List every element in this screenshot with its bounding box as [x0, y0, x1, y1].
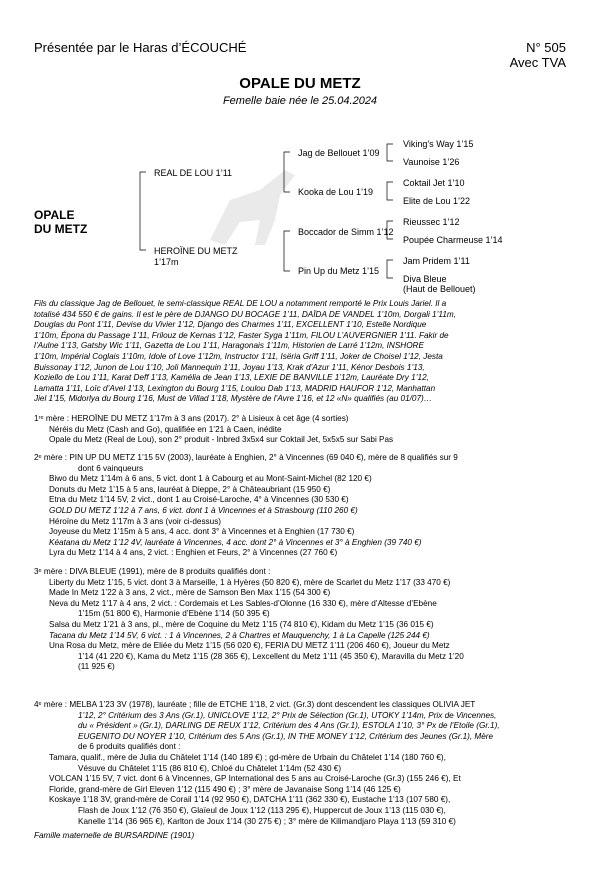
- horse-name-line1: OPALE: [34, 208, 75, 222]
- second-dam-section: [34, 453, 566, 559]
- dam-record: 1’17m: [154, 257, 179, 267]
- dam-heading: 4ᵉ mère : MELBA 1’23 3V (1978), lauréate ; fille de ETCHE 1’18, 2 vict. (Gr.3) dont descendent les classiques OLIVIA JET: [34, 700, 476, 709]
- produce-line: Lyra du Metz 1’14 à 4 ans, 2 vict. : Enghien et Feurs, 2° à Vincennes (27 760 €): [49, 548, 338, 558]
- produce-line: Salsa du Metz 1’21 à 3 ans, pl., mère de Coquine du Metz 1’15 (74 810 €), Kidam du Metz 1’15 (36 015 €): [49, 619, 434, 629]
- produce-line: Néréis du Metz (Cash and Go), qualifiée en 1’21 à Caen, inédite: [49, 424, 282, 434]
- produce-line: VOLCAN 1’15 5V, 7 vict. dont 6 à Vincennes, GP International des 5 ans au Croisé-Laroche (Gr.3) (155 246 €), Et: [49, 774, 461, 784]
- maternal-family: Famille maternelle de BURSARDINE (1901): [34, 831, 195, 840]
- presenter-line: Présentée par le Haras d’ÉCOUCHÉ: [34, 40, 247, 55]
- ggp-6: Poupée Charmeuse 1’14: [403, 235, 503, 245]
- dam-heading: 3ᵉ mère : DIVA BLEUE (1991), mère de 8 produits qualifiés dont :: [34, 567, 271, 576]
- first-dam-section: [34, 414, 566, 446]
- horse-name-line2: DU METZ: [34, 222, 88, 236]
- dam-dam: Pin Up du Metz 1’15: [298, 266, 380, 276]
- produce-line: Opale du Metz (Real de Lou), son 2° produit - Inbred 3x5x4 sur Coktail Jet, 5x5x5 sur Sabi Pas: [49, 435, 394, 445]
- intro-line: 1’10m, Épona du Passage 1’11, Frilouz de Kernas 1’12, Faster Syga 1’11m, FILOU L’AUVERGNIER 1’11. Fakir de: [34, 330, 449, 340]
- ggp-5: Rieussec 1’12: [403, 217, 460, 227]
- produce-line: Biwo du Metz 1’14m à 6 ans, 5 vict. dont 1 à Cabourg et au Mont-Saint-Michel (82 120 €): [49, 474, 372, 484]
- vat-label: Avec TVA: [509, 55, 566, 70]
- produce-line: Donuts du Metz 1’15 à 5 ans, lauréat à Dieppe, 2° à Châteaubriant (15 950 €): [49, 484, 331, 494]
- ggp-7: Jam Pridem 1’11: [403, 256, 470, 266]
- intro-line: Fils du classique Jag de Bellouet, le semi-classique REAL DE LOU a notamment remporté le Prix Louis Jariel. Il a: [34, 299, 447, 308]
- third-dam-section: [34, 567, 566, 673]
- sire-dam: Kooka de Lou 1’19: [298, 187, 374, 197]
- ggp-2: Vaunoise 1’26: [403, 157, 460, 167]
- intro-line: Lamatta 1’11, Loïc d’Avel 1’13, Lexington du Bourg 1’15, Loulou Dab 1’13, MADRID HAUFOR 1’12, Manhattan: [34, 383, 436, 393]
- dam-sire: Boccador de Simm 1’12: [298, 227, 394, 237]
- horse-title: OPALE DU METZ: [239, 75, 361, 92]
- ggp-1: Viking’s Way 1’15: [403, 139, 474, 149]
- produce-line: Liberty du Metz 1’15, 5 vict. dont 3 à Marseille, 1 à Hyères (50 820 €), mère de Scarlet du Metz 1’17 (33 470 €): [49, 577, 451, 587]
- intro-line: totalisé 434 550 € de gains. Il est le père de DJANGO DU BOCAGE 1’11, DAÏDA DE VANDEL 1’10m, Dorgali 1’11m,: [34, 309, 457, 319]
- sire-description: [34, 299, 566, 405]
- produce-line-cont: (11 925 €): [78, 662, 115, 672]
- intro-line: l’Aulne 1’13, Gatsby Wic 1’11, Gazetta de Lou 1’11, Haragonais 1’11m, Historien de Larré 1’12m, INSHORE: [34, 341, 424, 351]
- intro-line: Koziello de Lou 1’11, Karat Deff 1’13, Kamélia de Jean 1’13, LEXIE DE BANVILLE 1’12m, Lauréate Dry 1’12,: [34, 373, 429, 383]
- produce-line-cont: 1’15m (51 800 €), Harmonie d’Ebène 1’14 (50 395 €): [78, 609, 270, 619]
- dam-heading: 1ʳᵉ mère : HEROÏNE DU METZ 1’17m à 3 ans (2017). 2° à Lisieux à cet âge (4 sorties): [34, 414, 349, 423]
- produce-line-cont: Vésuve du Châtelet 1’15 (86 810 €), Chloé du Châtelet 1’14m (52 430 €): [78, 763, 342, 773]
- produce-line: Héroïne du Metz 1’17m à 3 ans (voir ci-dessus): [49, 516, 222, 526]
- dam-heading-cont: 1’12, 2° Critérium des 3 Ans (Gr.1), UNICLOVE 1’12, 2° Prix de Sélection (Gr.1), UTOKY 1’14m, Prix de Vincennes,: [78, 710, 497, 720]
- produce-line: GOLD DU METZ 1’12 à 7 ans, 6 vict. dont 1 à Vincennes et à Strasbourg (110 260 €): [49, 505, 358, 515]
- produce-line: Tamara, qualif., mère de Julia du Châtelet 1’14 (140 189 €) ; gd-mère de Urbain du Châtelet 1’14 (180 760 €),: [49, 752, 446, 762]
- produce-line: Joyeuse du Metz 1’15m à 5 ans, 4 acc. dont 3° à Vincennes et à Enghien (17 730 €): [49, 527, 355, 537]
- produce-line: Una Rosa du Metz, mère de Eliée du Metz 1’15 (56 020 €), FERIA DU METZ 1’11 (206 460 €), Joueur du Metz: [49, 641, 450, 651]
- produce-line: Made In Metz 1’22 à 3 ans, 2 vict., mère de Samson Ben Max 1’15 (54 300 €): [49, 588, 331, 598]
- dam-heading-cont: dont 6 vainqueurs: [78, 463, 144, 473]
- produce-line: Etna du Metz 1’14 5V, 2 vict., dont 1 au Croisé-Laroche, 4° à Vincennes (30 530 €): [49, 495, 349, 505]
- dam-heading-cont: EUGENITO DU NOYER 1’10, Critérium des 5 Ans (Gr.1), IN THE MONEY 1’12, Critérium des Jeunes (Gr.1), Mère: [78, 731, 494, 741]
- produce-line: Floride, grand-mère de Girl Eleven 1’12 (115 490 €) ; 3° mère de Javanaise Song 1’14 (46 125 €): [49, 784, 401, 794]
- intro-line: Buissonay 1’12, Junon de Lou 1’10, Joli Mannequin 1’11, Joyau 1’13, Krak d’Azur 1’11, Kénor Desbois 1’13,: [34, 362, 425, 372]
- ggp-8: Diva Bleue: [403, 274, 447, 284]
- sire: REAL DE LOU 1’11: [154, 168, 233, 178]
- horse-description: Femelle baie née le 25.04.2024: [222, 95, 378, 107]
- produce-line-cont: Flash de Joux 1’12 (76 350 €), Glaïeul de Joux 1’12 (113 295 €), Huppercut de Joux 1’13 (115 030 €),: [78, 805, 446, 815]
- ggp-9: (Haut de Bellouet): [403, 284, 476, 294]
- dam-heading-cont: de 6 produits qualifiés dont :: [78, 742, 181, 752]
- produce-line: Neva du Metz 1’17 à 4 ans, 2 vict. : Cordemais et Les Sables-d’Olonne (16 330 €), mère d’Altesse d’Ebène: [49, 598, 437, 608]
- lot-number: N° 505: [526, 40, 566, 55]
- sire-sire: Jag de Bellouet 1’09: [298, 148, 380, 158]
- produce-line: Koskaye 1’18 3V, grand-mère de Corail 1’14 (92 950 €), DATCHA 1’11 (362 330 €), Eustache 1’13 (107 580 €),: [49, 795, 451, 805]
- fourth-dam-section: [34, 700, 566, 827]
- produce-line-cont: Kanelle 1’14 (36 965 €), Karlton de Joux 1’14 (30 275 €) ; 3° mère de Kilimandjaro Playa 1’13 (59 310 €): [78, 816, 456, 826]
- ggp-3: Coktail Jet 1’10: [403, 178, 465, 188]
- dam-heading-cont: du « Président » (Gr.1), DARLING DE REUX 1’12, Critérium des 4 Ans (Gr.1), ESTOLA 1’10, 3° Px de l’Etoile (Gr.1),: [78, 721, 500, 731]
- ggp-4: Elite de Lou 1’22: [403, 196, 471, 206]
- intro-line: Douglas du Pont 1’11, Devise du Vivier 1’12, Django des Charmes 1’11, EXCELLENT 1’10, Estelle Nordique: [34, 320, 427, 330]
- dam-heading: 2ᵉ mère : PIN UP DU METZ 1’15 5V (2003), lauréate à Enghien, 2° à Vincennes (69 040 €), mère de 8 qualifiés sur 9: [34, 453, 458, 462]
- intro-line: 1’10m, Impérial Coglais 1’10m, Idole of Love 1’12m, Instructor 1’11, Isëria Griff 1’11, Joker de Choisel 1’12, Jesta: [34, 351, 443, 361]
- produce-line: Tacana du Metz 1’14 5V, 6 vict. : 1 à Vincennes, 2 à Chartres et Mauquenchy, 1 à La Capelle (125 244 €): [49, 630, 430, 640]
- produce-line: Kéatana du Metz 1’12 4V, lauréate à Vincennes, 4 acc. dont 2° à Vincennes et 3° à Enghien (39 740 €): [49, 537, 422, 547]
- produce-line-cont: 1’14 (41 220 €), Kama du Metz 1’15 (28 365 €), Lexcellent du Metz 1’11 (45 350 €), Maravilla du Metz 1’20: [78, 651, 464, 661]
- dam: HEROÏNE DU METZ: [154, 246, 238, 256]
- intro-line: Jiel 1’15, Midorlya du Bourg 1’16, Must de Villad 1’18, Mystère de l’Avre 1’16, et 12 «N» qualifiés (au 01/07)…: [34, 394, 432, 404]
